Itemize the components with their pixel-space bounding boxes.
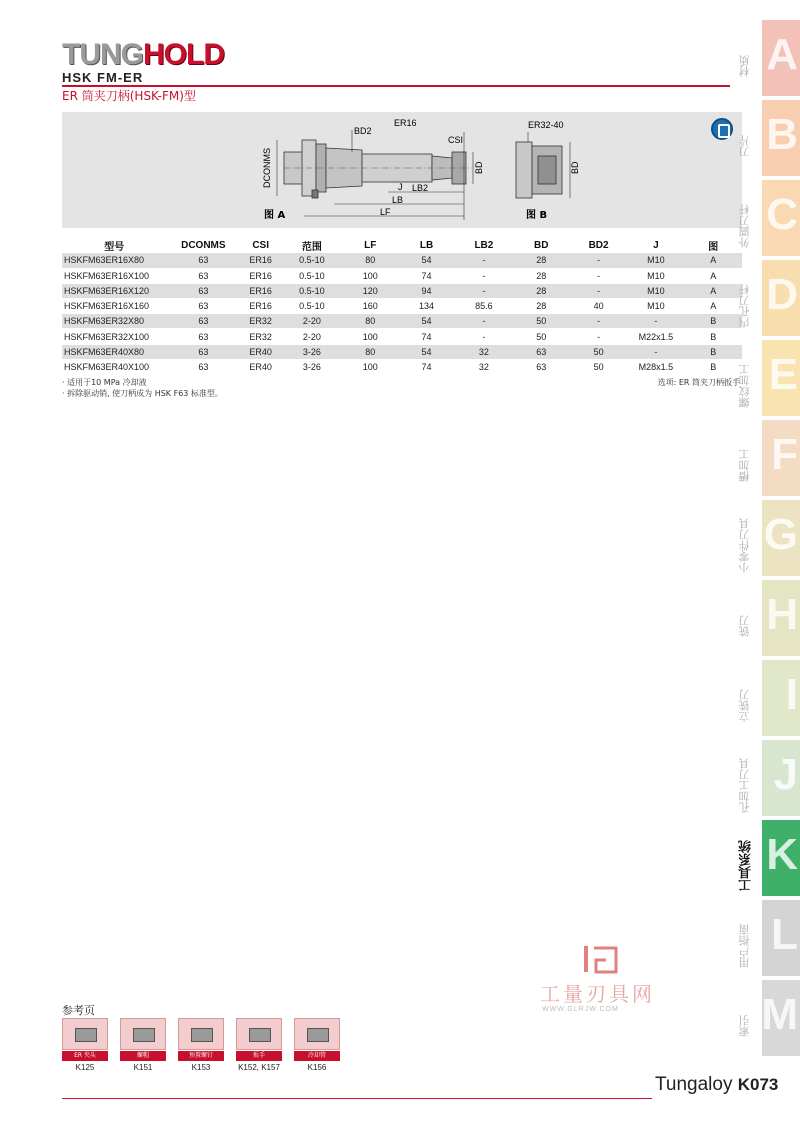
- tab-letter: C: [766, 190, 798, 239]
- table-cell: ER16: [240, 253, 281, 268]
- table-cell: 0.5-10: [281, 253, 342, 268]
- table-cell: -: [455, 314, 512, 329]
- table-cell: 40: [570, 299, 627, 314]
- tab-letter: M: [761, 990, 798, 1039]
- table-cell: A: [685, 283, 742, 298]
- note-coolant: · 适用于10 MPa 冷却液: [62, 378, 147, 387]
- tab-letter: G: [763, 510, 798, 559]
- table-cell: 0.5-10: [281, 299, 342, 314]
- label-j: J: [398, 182, 403, 192]
- figure-a-caption: 图 A: [264, 210, 286, 221]
- section-tab-j[interactable]: [762, 740, 800, 816]
- table-cell: M10: [627, 299, 684, 314]
- table-cell: 74: [398, 268, 455, 283]
- table-cell: 80: [343, 253, 398, 268]
- table-cell: M10: [627, 268, 684, 283]
- watermark-logo-icon: [582, 944, 622, 978]
- table-cell: 54: [398, 344, 455, 359]
- table-cell: HSKFM63ER16X80: [62, 253, 166, 268]
- part-shape: [249, 1028, 271, 1042]
- table-cell: B: [685, 329, 742, 344]
- label-er16: ER16: [394, 118, 417, 128]
- table-cell: B: [685, 344, 742, 359]
- reference-page: K153: [191, 1063, 211, 1072]
- tab-label: 孔加工刀具: [738, 758, 751, 814]
- reference-item[interactable]: [294, 1018, 340, 1072]
- section-tab-c[interactable]: [762, 180, 800, 256]
- section-tab-e[interactable]: [762, 340, 800, 416]
- tab-label: 立铣刀: [738, 689, 751, 723]
- section-tab-b[interactable]: [762, 100, 800, 176]
- options-note: 选项: ER 筒夹刀柄扳手: [657, 378, 740, 387]
- label-er32-40: ER32-40: [528, 120, 564, 130]
- table-cell: 160: [343, 299, 398, 314]
- table-cell: 32: [455, 344, 512, 359]
- reference-thumbnail-icon: [236, 1018, 282, 1050]
- reference-thumbnail-icon: [120, 1018, 166, 1050]
- table-cell: 100: [343, 268, 398, 283]
- section-tab-d[interactable]: [762, 260, 800, 336]
- reference-title: 参考页: [62, 1004, 95, 1017]
- label-lb: LB: [392, 195, 404, 205]
- tab-letter: I: [785, 670, 798, 719]
- reference-thumbnail-icon: [178, 1018, 224, 1050]
- table-cell: 80: [343, 314, 398, 329]
- tab-letter: H: [766, 590, 798, 639]
- logo-right: HOLD: [143, 38, 224, 71]
- table-cell: -: [455, 283, 512, 298]
- tab-label: 小零件刀具: [738, 518, 751, 574]
- section-tab-l[interactable]: [762, 900, 800, 976]
- table-cell: A: [685, 253, 742, 268]
- table-cell: 74: [398, 359, 455, 374]
- section-tab-m[interactable]: [762, 980, 800, 1056]
- page-number: K073: [737, 1075, 779, 1094]
- part-shape: [307, 1028, 329, 1042]
- reference-page: K151: [133, 1063, 153, 1072]
- tab-label: 铣刀: [738, 615, 751, 637]
- reference-thumbnail-icon: [62, 1018, 108, 1050]
- reference-page: K152, K157: [238, 1063, 280, 1072]
- tab-letter: B: [766, 110, 798, 159]
- table-cell: B: [685, 314, 742, 329]
- col-range: 范围: [301, 241, 322, 253]
- table-cell: A: [685, 299, 742, 314]
- table-cell: ER16: [240, 283, 281, 298]
- table-cell: 63: [166, 268, 240, 283]
- reference-caption: 螺帽: [120, 1051, 166, 1061]
- table-row: [62, 268, 742, 283]
- reference-caption: 预置螺钉: [178, 1051, 224, 1061]
- col-bd2: BD2: [588, 239, 609, 251]
- col-j: J: [653, 239, 659, 251]
- table-cell: ER40: [240, 359, 281, 374]
- part-shape: [191, 1028, 213, 1042]
- table-cell: 63: [166, 359, 240, 374]
- table-cell: 54: [398, 253, 455, 268]
- section-tab-a[interactable]: [762, 20, 800, 96]
- table-cell: HSKFM63ER16X120: [62, 283, 166, 298]
- reference-item[interactable]: [120, 1018, 166, 1072]
- table-cell: 100: [343, 329, 398, 344]
- table-cell: ER40: [240, 344, 281, 359]
- table-cell: 28: [513, 268, 570, 283]
- tab-label: 外圆刀杆: [738, 204, 751, 248]
- table-cell: 63: [166, 253, 240, 268]
- tab-label: 用户指南: [738, 924, 751, 968]
- table-cell: ER16: [240, 268, 281, 283]
- drawing-svg: [62, 112, 742, 228]
- reference-caption: 扳手: [236, 1051, 282, 1061]
- brand-name: Tungaloy: [655, 1074, 738, 1095]
- tab-letter: D: [766, 270, 798, 319]
- table-row: [62, 344, 742, 359]
- table-cell: 74: [398, 329, 455, 344]
- table-cell: ER32: [240, 314, 281, 329]
- tab-letter: E: [768, 350, 798, 399]
- table-cell: HSKFM63ER16X100: [62, 268, 166, 283]
- reference-caption: ER 夹头: [62, 1051, 108, 1061]
- label-dconms: DCONMS: [262, 148, 272, 188]
- coolant-icon: [711, 118, 733, 140]
- table-cell: -: [570, 329, 627, 344]
- tab-label: 槽加工: [738, 449, 751, 483]
- tab-label: 工具系统: [739, 840, 754, 892]
- table-cell: B: [685, 359, 742, 374]
- table-cell: A: [685, 268, 742, 283]
- note-drive-key: · 拆除驱动销, 使刀柄成为 HSK F63 标准型。: [62, 389, 223, 398]
- tab-label: 材质: [738, 55, 751, 77]
- footer-divider: [62, 1098, 652, 1099]
- table-cell: 54: [398, 314, 455, 329]
- tab-label: 刀片: [738, 135, 751, 157]
- table-cell: HSKFM63ER40X100: [62, 359, 166, 374]
- watermark-text: 工量刃具网: [540, 982, 655, 1006]
- table-cell: ER16: [240, 299, 281, 314]
- table-cell: 63: [166, 344, 240, 359]
- table-cell: -: [570, 253, 627, 268]
- table-cell: 50: [513, 329, 570, 344]
- table-cell: 28: [513, 253, 570, 268]
- table-cell: 63: [513, 359, 570, 374]
- table-cell: 63: [513, 344, 570, 359]
- section-tab-k[interactable]: [762, 820, 800, 896]
- table-cell: 3-26: [281, 359, 342, 374]
- table-cell: 3-26: [281, 344, 342, 359]
- table-cell: -: [627, 344, 684, 359]
- table-cell: ER32: [240, 329, 281, 344]
- table-cell: M28x1.5: [627, 359, 684, 374]
- section-tab-i[interactable]: [762, 660, 800, 736]
- reference-item[interactable]: [178, 1018, 224, 1072]
- table-cell: 50: [570, 359, 627, 374]
- tab-letter: L: [771, 910, 798, 959]
- col-figure: 图: [708, 241, 719, 253]
- table-cell: HSKFM63ER32X80: [62, 314, 166, 329]
- table-cell: 50: [513, 314, 570, 329]
- col-lb2: LB2: [474, 239, 494, 251]
- tab-label: 内孔刀杆: [738, 284, 751, 328]
- footer-brand: [655, 1074, 778, 1096]
- table-row: [62, 253, 742, 268]
- tab-letter: K: [766, 830, 798, 879]
- label-bd-b: BD: [570, 161, 580, 174]
- specification-table: [62, 237, 742, 375]
- table-cell: HSKFM63ER32X100: [62, 329, 166, 344]
- tunghold-logo: [62, 40, 224, 70]
- table-cell: -: [455, 268, 512, 283]
- table-cell: 94: [398, 283, 455, 298]
- table-cell: 63: [166, 299, 240, 314]
- holder-fig-b: [516, 142, 562, 198]
- table-cell: 80: [343, 344, 398, 359]
- table-cell: M22x1.5: [627, 329, 684, 344]
- col-lf: LF: [364, 239, 377, 251]
- table-cell: -: [455, 329, 512, 344]
- table-cell: 63: [166, 314, 240, 329]
- reference-item[interactable]: [62, 1018, 108, 1072]
- col-model: 型号: [104, 241, 125, 253]
- reference-page: K125: [75, 1063, 95, 1072]
- table-cell: 0.5-10: [281, 283, 342, 298]
- table-body: [62, 253, 742, 375]
- section-tab-f[interactable]: [762, 420, 800, 496]
- table-row: [62, 299, 742, 314]
- table-cell: HSKFM63ER16X160: [62, 299, 166, 314]
- table-cell: 63: [166, 329, 240, 344]
- table-cell: 32: [455, 359, 512, 374]
- product-subtitle: HSK FM-ER: [62, 70, 144, 85]
- label-bd2: BD2: [354, 126, 372, 136]
- col-dconms: DCONMS: [181, 239, 226, 251]
- holder-fig-a: [284, 140, 466, 198]
- col-lb: LB: [419, 239, 434, 251]
- table-cell: 2-20: [281, 314, 342, 329]
- label-lf: LF: [380, 207, 391, 217]
- table-cell: 134: [398, 299, 455, 314]
- table-cell: 63: [166, 283, 240, 298]
- table-cell: 100: [343, 359, 398, 374]
- table-row: [62, 283, 742, 298]
- reference-thumbnail-icon: [294, 1018, 340, 1050]
- col-bd: BD: [534, 239, 549, 251]
- table-cell: HSKFM63ER40X80: [62, 344, 166, 359]
- tab-label: 索引: [738, 1015, 751, 1037]
- part-shape: [75, 1028, 97, 1042]
- section-tab-h[interactable]: [762, 580, 800, 656]
- table-cell: 2-20: [281, 329, 342, 344]
- reference-page: K156: [307, 1063, 327, 1072]
- col-csi: CSI: [252, 239, 269, 251]
- table-row: [62, 314, 742, 329]
- table-cell: 120: [343, 283, 398, 298]
- part-shape: [133, 1028, 155, 1042]
- label-csi: CSI: [448, 135, 464, 145]
- section-tab-g[interactable]: [762, 500, 800, 576]
- watermark-url: WWW.GLRJW.COM: [542, 1006, 619, 1013]
- table-cell: 0.5-10: [281, 268, 342, 283]
- notes: [62, 377, 223, 399]
- table-cell: -: [570, 283, 627, 298]
- table-cell: M10: [627, 283, 684, 298]
- series-title: ER 筒夹刀柄(HSK-FM)型: [62, 89, 196, 103]
- table-header-row: [62, 237, 742, 253]
- table-cell: -: [570, 314, 627, 329]
- tab-letter: A: [766, 30, 798, 79]
- reference-caption: 冷却管: [294, 1051, 340, 1061]
- table-cell: M10: [627, 253, 684, 268]
- label-lb2: LB2: [412, 183, 429, 193]
- table-cell: 28: [513, 299, 570, 314]
- reference-item[interactable]: [236, 1018, 282, 1072]
- table-row: [62, 359, 742, 374]
- label-bd-a: BD: [474, 161, 484, 174]
- tab-letter: J: [773, 750, 798, 799]
- tab-label: 螺纹加工: [738, 364, 751, 408]
- table-cell: -: [627, 314, 684, 329]
- table-cell: 85.6: [455, 299, 512, 314]
- technical-drawing: [62, 112, 742, 228]
- tab-letter: F: [771, 430, 798, 479]
- table-cell: -: [570, 268, 627, 283]
- figure-b-caption: 图 B: [526, 210, 548, 221]
- logo-left: TUNG: [62, 38, 143, 71]
- table-cell: 28: [513, 283, 570, 298]
- table-cell: 50: [570, 344, 627, 359]
- table-row: [62, 329, 742, 344]
- table-cell: -: [455, 253, 512, 268]
